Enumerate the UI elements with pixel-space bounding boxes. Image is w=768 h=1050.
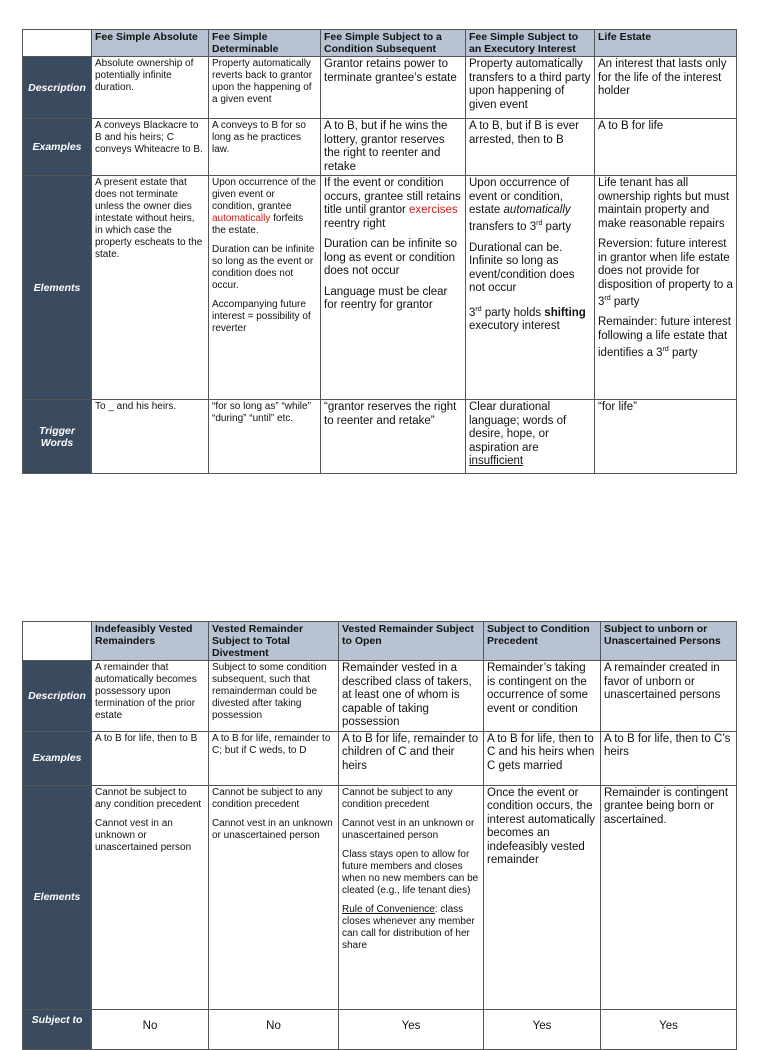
table-cell: A conveys to B for so long as he practices law. [209, 119, 321, 176]
table-cell [339, 785, 484, 1009]
table-cell: Property automatically reverts back to grantor upon the happening of a given event [209, 57, 321, 119]
table-row [23, 661, 737, 732]
table-cell: To _ and his heirs. [92, 400, 209, 474]
table-cell [466, 400, 595, 474]
column-header: Subject to Condition Precedent [484, 622, 601, 661]
cell-paragraph: Reversion: future interest in grantor when life estate does not provide for disposition of property to a 3rd party [598, 238, 733, 308]
cell-paragraph: Duration can be infinite so long as the event or condition does not occur. [212, 244, 315, 291]
cell-paragraph: Cannot vest in an unknown or unascertained person [95, 817, 192, 853]
cell-paragraph: Duration can be infinite so long as event or condition does not occur [324, 238, 457, 277]
table-cell: A to B for life, then to C and his heirs when C gets married [484, 731, 601, 785]
table-cell: No [209, 1009, 339, 1049]
table-cell: A conveys Blackacre to B and his heirs; C conveys Whiteacre to B. [92, 119, 209, 176]
text-run: : class closes whenever any member can call for distribution of her share [342, 903, 475, 951]
cell-paragraph: Accompanying future interest = possibility of reverter [212, 299, 311, 334]
table-cell: Remainder vested in a described class of takers, at least one of whom is capable of taking possession [339, 661, 484, 732]
table-cell: A to B for life, remainder to C; but if C weds, to D [209, 731, 339, 785]
table-cell: Grantor retains power to terminate grantee’s estate [321, 57, 466, 119]
table-cell: Once the event or condition occurs, the interest automatically becomes an indefeasibly vested remainder [484, 785, 601, 1009]
table-cell: A remainder that automatically becomes possessory upon termination of the prior estate [92, 661, 209, 732]
row-label: Trigger Words [23, 400, 92, 474]
table-cell: Remainder’s taking is contingent on the occurrence of some event or condition [484, 661, 601, 732]
table-cell [466, 176, 595, 400]
text-run: transfers to 3rd party [469, 220, 572, 234]
column-header: Subject to unborn or Unascertained Persons [601, 622, 737, 661]
cell-paragraph: Durational can be. Infinite so long as event/condition does not occur [469, 241, 575, 295]
table-row [23, 785, 737, 1009]
row-label: Examples [23, 119, 92, 176]
table-cell: Yes [484, 1009, 601, 1049]
cell-paragraph: Cannot vest in an unknown or unascertained person [342, 817, 475, 841]
text-run: 3rd party holds [469, 305, 545, 319]
table-cell: A to B for life, remainder to children of C and their heirs [339, 731, 484, 785]
row-label: Examples [23, 731, 92, 785]
table-cell: Yes [601, 1009, 737, 1049]
emphasis-red: exercises [409, 204, 458, 216]
table-cell: A to B for life [595, 119, 737, 176]
cell-paragraph: Life tenant has all ownership rights but must maintain property and make reasonable repairs [598, 177, 730, 230]
table-row [23, 400, 737, 474]
column-header: Fee Simple Subject to a Condition Subsequent [321, 30, 466, 57]
emphasis-underline: Rule of Convenience [342, 903, 435, 915]
emphasis-red: automatically [212, 213, 271, 224]
column-header: Fee Simple Determinable [209, 30, 321, 57]
table-header-row [23, 622, 737, 661]
table-cell: An interest that lasts only for the life of the interest holder [595, 57, 737, 119]
row-label: Elements [23, 785, 92, 1009]
table-cell: A to B, but if B is ever arrested, then to B [466, 119, 595, 176]
text-run: reentry right [324, 217, 386, 230]
text-run: If the event or condition occurs, grantee still retains title until grantor [324, 177, 461, 216]
text-run: executory interest [469, 320, 560, 333]
row-label: Subject to [23, 1009, 92, 1049]
text-run: forfeits the estate. [212, 213, 304, 236]
table-cell [321, 176, 466, 400]
table-cell: Yes [339, 1009, 484, 1049]
table-cell: Remainder is contingent grantee being born or ascertained. [601, 785, 737, 1009]
emphasis-italic: automatically [503, 204, 571, 216]
cell-paragraph [469, 303, 591, 334]
table-header-row [23, 30, 737, 57]
cell-paragraph: Cannot be subject to any condition precedent [212, 786, 323, 810]
column-header: Fee Simple Absolute [92, 30, 209, 57]
table-cell: Absolute ownership of potentially infinite duration. [92, 57, 209, 119]
table-row [23, 119, 737, 176]
table-cell: A remainder created in favor of unborn or unascertained persons [601, 661, 737, 732]
column-header: Vested Remainder Subject to Open [339, 622, 484, 661]
table-cell: “grantor reserves the right to reenter and retake” [321, 400, 466, 474]
emphasis-bold: shifting [544, 306, 586, 319]
table-row [23, 731, 737, 785]
cell-paragraph: Class stays open to allow for future members and closes when no new members can be cleated (e.g., life tenant dies) [342, 848, 479, 896]
table-cell [209, 176, 321, 400]
table-cell: A to B for life, then to C’s heirs [601, 731, 737, 785]
remainders-table [22, 621, 737, 1050]
table-cell [595, 176, 737, 400]
column-header: Vested Remainder Subject to Total Divestment [209, 622, 339, 661]
table-row [23, 176, 737, 400]
text-run: Clear durational language; words of desire, hope, or aspiration are [469, 401, 567, 454]
table-cell: Subject to some condition subsequent, such that remainderman could be divested after taking possession [209, 661, 339, 732]
table-cell: “for life” [595, 400, 737, 474]
estates-table [22, 29, 737, 474]
table-cell: A to B for life, then to B [92, 731, 209, 785]
cell-paragraph: Remainder: future interest following a life estate that identifies a 3rd party [598, 316, 731, 360]
table-cell: “for so long as” “while” “during” “until” etc. [209, 400, 321, 474]
row-label: Description [23, 661, 92, 732]
cell-paragraph: Cannot be subject to any condition precedent [342, 786, 453, 810]
row-label: Description [23, 57, 92, 119]
table-cell [92, 785, 209, 1009]
corner-cell [23, 622, 92, 661]
table-row [23, 1009, 737, 1049]
corner-cell [23, 30, 92, 57]
table-cell: No [92, 1009, 209, 1049]
text-run: Upon occurrence of the given event or condition, grantee [212, 177, 316, 212]
cell-paragraph [469, 177, 591, 235]
row-label: Elements [23, 176, 92, 400]
cell-paragraph: Cannot vest in an unknown or unascertained person [212, 817, 333, 841]
column-header: Life Estate [595, 30, 737, 57]
cell-paragraph [342, 904, 480, 952]
table-cell: Property automatically transfers to a third party upon happening of given event [466, 57, 595, 119]
cell-paragraph [212, 177, 317, 237]
column-header: Fee Simple Subject to an Executory Interest [466, 30, 595, 57]
table-cell: A to B, but if he wins the lottery, grantor reserves the right to reenter and retake [321, 119, 466, 176]
cell-paragraph [324, 177, 462, 231]
text-run: Upon occurrence of event or condition, estate [469, 177, 570, 216]
table-cell: A present estate that does not terminate unless the owner dies intestate without heirs, in which case the property escheats to the state. [92, 176, 209, 400]
table-cell [209, 785, 339, 1009]
cell-paragraph: Cannot be subject to any condition precedent [95, 786, 202, 810]
column-header: Indefeasibly Vested Remainders [92, 622, 209, 661]
emphasis-underline: insufficient [469, 455, 524, 467]
table-row [23, 57, 737, 119]
cell-paragraph: Language must be clear for reentry for grantor [324, 285, 448, 311]
